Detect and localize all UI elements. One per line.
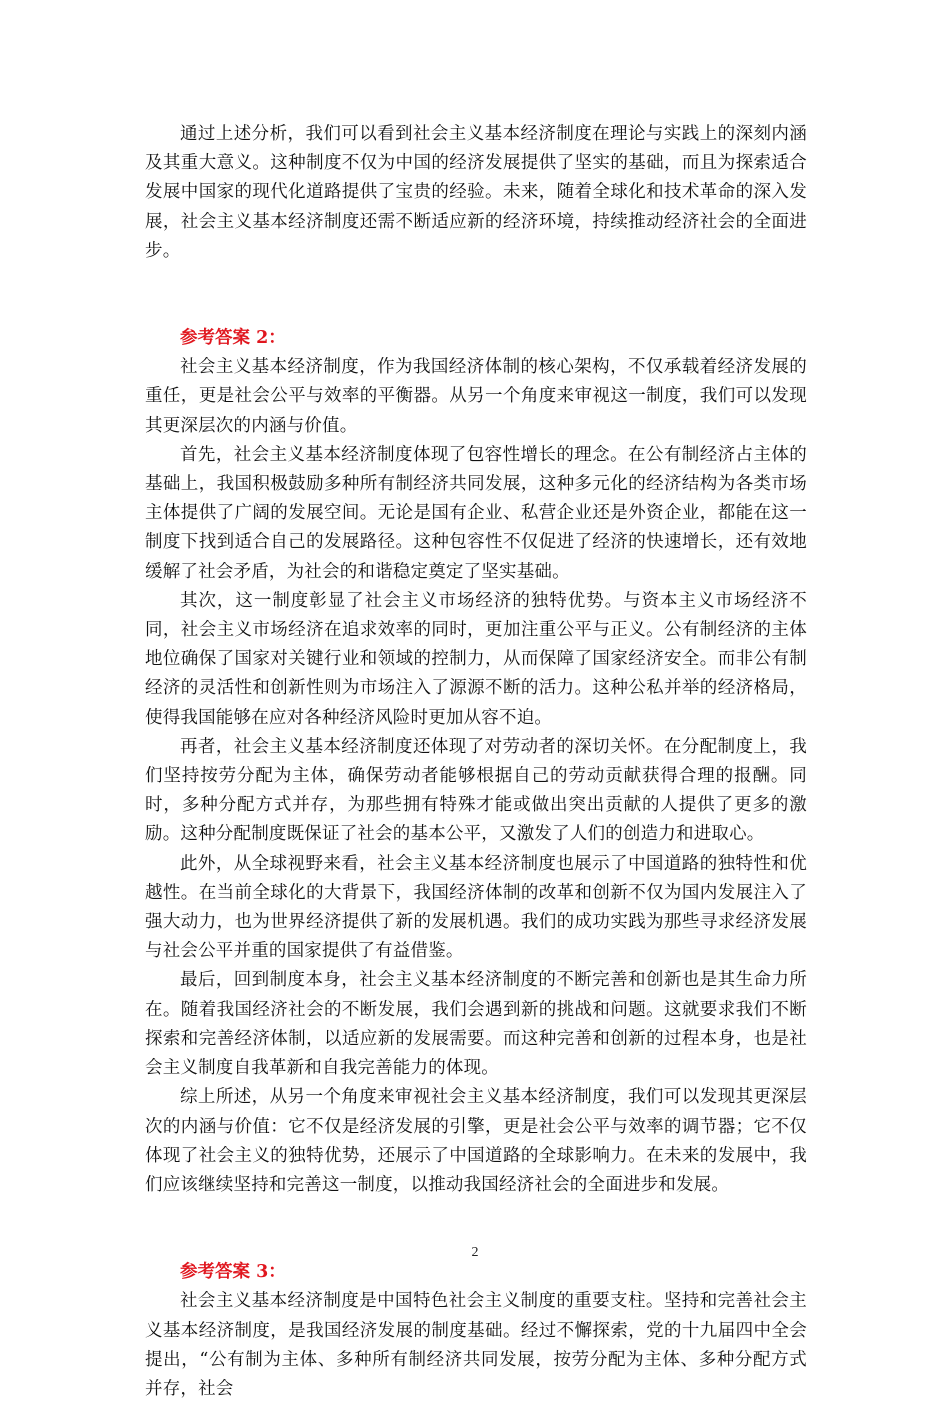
section-gap [145, 266, 807, 324]
paragraph: 社会主义基本经济制度，作为我国经济体制的核心架构，不仅承载着经济发展的重任，更是社会公平与效率的平衡器。从另一个角度来审视这一制度，我们可以发现其更深层次的内涵与价值。 [145, 357, 807, 436]
document-body [145, 120, 807, 1404]
paragraph: 最后，回到制度本身，社会主义基本经济制度的不断完善和创新也是其生命力所在。随着我国经济社会的不断发展，我们会遇到新的挑战和问题。这就要求我们不断探索和完善经济体制，以适应新的发展需要。而这种完善和创新的过程本身，也是社会主义制度自我革新和自我完善能力的体现。 [145, 970, 807, 1079]
paragraph: 此外，从全球视野来看，社会主义基本经济制度也展示了中国道路的独特性和优越性。在当前全球化的大背景下，我国经济体制的改革和创新不仅为国内发展注入了强大动力，也为世界经济提供了新的发展机遇。我们的成功实践为那些寻求经济发展与社会公平并重的国家提供了有益借鉴。 [145, 853, 807, 962]
paragraph: 综上所述，从另一个角度来审视社会主义基本经济制度，我们可以发现其更深层次的内涵与价值：它不仅是经济发展的引擎，更是社会公平与效率的调节器；它不仅体现了社会主义的独特优势，还展示了中国道路的全球影响力。在未来的发展中，我们应该继续坚持和完善这一制度，以推动我国经济社会的全面进步和发展。 [145, 1087, 807, 1195]
paragraph: 再者，社会主义基本经济制度还体现了对劳动者的深切关怀。在分配制度上，我们坚持按劳分配为主体，确保劳动者能够根据自己的劳动贡献获得合理的报酬。同时，多种分配方式并存，为那些拥有特殊才能或做出突出贡献的人提供了更多的激励。这种分配制度既保证了社会的基本公平，又激发了人们的创造力和进取心。 [145, 736, 807, 845]
answer-heading-3: 参考答案 3： [180, 1262, 286, 1283]
paragraph: 社会主义基本经济制度是中国特色社会主义制度的重要支柱。坚持和完善社会主义基本经济制度，是我国经济发展的制度基础。经过不懈探索，党的十九届四中全会提出，“公有制为主体、多种所有制经济共同发展，按劳分配为主体、多种分配方式并存，社会 [145, 1291, 807, 1399]
paragraph: 其次，这一制度彰显了社会主义市场经济的独特优势。与资本主义市场经济不同，社会主义市场经济在追求效率的同时，更加注重公平与正义。公有制经济的主体地位确保了国家对关键行业和领域的控制力，从而保障了国家经济安全。而非公有制经济的灵活性和创新性则为市场注入了源源不断的活力。这种公私并举的经济格局，使得我国能够在应对各种经济风险时更加从容不迫。 [145, 590, 807, 728]
paragraph: 首先，社会主义基本经济制度体现了包容性增长的理念。在公有制经济占主体的基础上，我国积极鼓励多种所有制经济共同发展，这种多元化的经济结构为各类市场主体提供了广阔的发展空间。无论是国有企业、私营企业还是外资企业，都能在这一制度下找到适合自己的发展路径。这种包容性不仅促进了经济的快速增长，还有效地缓解了社会矛盾，为社会的和谐稳定奠定了坚实基础。 [145, 444, 807, 582]
page-number: 2 [471, 1245, 479, 1260]
paragraph: 通过上述分析，我们可以看到社会主义基本经济制度在理论与实践上的深刻内涵及其重大意义。这种制度不仅为中国的经济发展提供了坚实的基础，而且为探索适合发展中国家的现代化道路提供了宝贵的经验。未来，随着全球化和技术革命的深入发展，社会主义基本经济制度还需不断适应新的经济环境，持续推动经济社会的全面进步。 [145, 124, 807, 261]
answer-heading-2: 参考答案 2： [180, 328, 286, 349]
